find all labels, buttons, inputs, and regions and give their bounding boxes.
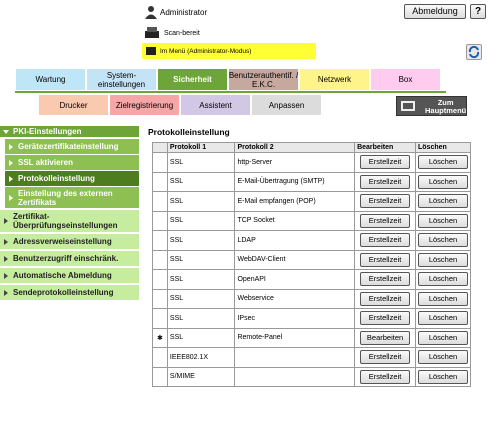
edit-button[interactable]: Erstellzeit (360, 292, 410, 306)
edit-cell (355, 153, 416, 173)
tab-assistent[interactable]: Assistent (180, 94, 251, 116)
edit-button[interactable]: Erstellzeit (360, 175, 410, 189)
delete-cell (416, 172, 471, 192)
main-menu-button[interactable] (396, 96, 467, 116)
row-protokoll2 (235, 367, 355, 387)
table-row (153, 231, 471, 251)
row-protokoll1: SSL (167, 309, 235, 329)
table-row (153, 348, 471, 368)
arrow-icon (9, 144, 13, 150)
delete-button[interactable]: Löschen (418, 331, 468, 345)
row-protokoll1: SSL (167, 153, 235, 173)
delete-cell (416, 309, 471, 329)
protocol-table (152, 142, 471, 387)
delete-cell (416, 270, 471, 290)
edit-cell (355, 348, 416, 368)
edit-button[interactable]: Erstellzeit (360, 233, 410, 247)
logout-button[interactable]: Abmeldung (404, 4, 466, 19)
delete-button[interactable]: Löschen (418, 214, 468, 228)
row-mark (153, 172, 168, 192)
mode-text: Im Menü (Administrator-Modus) (160, 48, 252, 55)
row-protokoll1: SSL (167, 250, 235, 270)
edit-cell (355, 231, 416, 251)
delete-cell (416, 192, 471, 212)
table-row (153, 309, 471, 329)
delete-cell (416, 153, 471, 173)
edit-button[interactable]: Erstellzeit (360, 272, 410, 286)
tab-benutzerauthentif[interactable]: Benutzerauthentif. / E.K.C. (228, 68, 299, 91)
edit-cell (355, 250, 416, 270)
printer-icon (144, 26, 160, 40)
edit-button[interactable]: Bearbeiten (360, 331, 410, 345)
arrow-icon (4, 256, 8, 262)
row-protokoll2: Webservice (235, 289, 355, 309)
row-protokoll2 (235, 348, 355, 368)
delete-cell (416, 367, 471, 387)
edit-cell (355, 289, 416, 309)
tab-wartung[interactable]: Wartung (15, 68, 86, 91)
edit-cell (355, 192, 416, 212)
status-text: Scan-bereit (164, 30, 200, 37)
help-button[interactable]: ? (470, 4, 486, 19)
table-row (153, 270, 471, 290)
col-bearbeiten: Bearbeiten (355, 143, 416, 153)
row-protokoll2: E-Mail-Übertragung (SMTP) (235, 172, 355, 192)
arrow-icon (4, 218, 8, 224)
edit-button[interactable]: Erstellzeit (360, 214, 410, 228)
mode-icon (145, 45, 157, 57)
delete-button[interactable]: Löschen (418, 311, 468, 325)
sidebar-ssl-aktivieren[interactable]: SSL aktivieren (5, 155, 139, 171)
refresh-icon[interactable] (466, 44, 482, 60)
row-protokoll2: OpenAPI (235, 270, 355, 290)
delete-button[interactable]: Löschen (418, 175, 468, 189)
edit-cell (355, 367, 416, 387)
delete-cell (416, 231, 471, 251)
sidebar-protokolleinstellung[interactable]: Protokolleinstellung (5, 171, 139, 187)
row-protokoll1: SSL (167, 172, 235, 192)
arrow-icon (9, 176, 13, 182)
table-row (153, 367, 471, 387)
tab-underline (15, 91, 446, 93)
tab-anpassen[interactable]: Anpassen (251, 94, 322, 116)
row-protokoll1: IEEE802.1X (167, 348, 235, 368)
row-mark (153, 250, 168, 270)
table-row (153, 211, 471, 231)
delete-cell (416, 328, 471, 348)
row-protokoll2: TCP Socket (235, 211, 355, 231)
table-row (153, 192, 471, 212)
tab-sicherheit[interactable]: Sicherheit (157, 68, 228, 91)
tab-netzwerk[interactable]: Netzwerk (299, 68, 370, 91)
arrow-icon (4, 273, 8, 279)
row-protokoll1: SSL (167, 270, 235, 290)
sidebar-benutzerzugriff[interactable]: Benutzerzugriff einschränk. (0, 251, 139, 267)
row-mark (153, 309, 168, 329)
edit-cell (355, 270, 416, 290)
delete-button[interactable]: Löschen (418, 350, 468, 364)
row-protokoll1: SSL (167, 192, 235, 212)
row-protokoll2: Remote-Panel (235, 328, 355, 348)
col-mark (153, 143, 168, 153)
delete-button[interactable]: Löschen (418, 194, 468, 208)
arrow-icon (4, 290, 8, 296)
col-protokoll2: Protokoll 2 (235, 143, 355, 153)
edit-button[interactable]: Erstellzeit (360, 370, 410, 384)
tab-zielregistrierung[interactable]: Zielregistrierung (109, 94, 180, 116)
main-menu-label: Zum Hauptmenü (425, 98, 467, 115)
delete-button[interactable]: Löschen (418, 233, 468, 247)
tab-box[interactable]: Box (370, 68, 441, 91)
edit-button[interactable]: Erstellzeit (360, 253, 410, 267)
sidebar-sendeprotokoll[interactable]: Sendeprotokolleinstellung (0, 285, 139, 301)
tab-drucker[interactable]: Drucker (38, 94, 109, 116)
delete-button[interactable]: Löschen (418, 155, 468, 169)
edit-button[interactable]: Erstellzeit (360, 155, 410, 169)
table-row (153, 153, 471, 173)
row-protokoll2: IPsec (235, 309, 355, 329)
edit-button[interactable]: Erstellzeit (360, 194, 410, 208)
row-protokoll2: LDAP (235, 231, 355, 251)
expand-icon (3, 130, 9, 134)
col-loeschen: Löschen (416, 143, 471, 153)
row-protokoll1: SSL (167, 289, 235, 309)
delete-cell (416, 289, 471, 309)
table-row (153, 250, 471, 270)
table-row (153, 289, 471, 309)
row-mark (153, 367, 168, 387)
sidebar-pki[interactable]: PKI-Einstellungen (0, 126, 139, 138)
row-mark (153, 348, 168, 368)
edit-cell (355, 172, 416, 192)
sidebar-externes-zertifikat[interactable]: Einstellung des externen Zertifikats (5, 187, 139, 209)
edit-button[interactable]: Erstellzeit (360, 350, 410, 364)
row-mark: ✱ (153, 328, 168, 348)
table-row (153, 328, 471, 348)
delete-button[interactable]: Löschen (418, 292, 468, 306)
user-icon (144, 5, 158, 19)
row-mark (153, 289, 168, 309)
arrow-icon (9, 195, 13, 201)
sidebar-zertifikat-ueberpruefung[interactable]: Zertifikat- Überprüfungseinstellungen (0, 210, 139, 233)
home-icon (401, 101, 415, 113)
arrow-icon (9, 160, 13, 166)
row-mark (153, 192, 168, 212)
row-mark (153, 211, 168, 231)
sidebar-geraetezertifikat[interactable]: Gerätezertifikateinstellung (5, 139, 139, 155)
row-protokoll1: SSL (167, 231, 235, 251)
tab-systemeinstellungen[interactable]: System- einstellungen (86, 68, 157, 91)
row-protokoll1: SSL (167, 328, 235, 348)
row-protokoll1: S/MIME (167, 367, 235, 387)
table-header-row (153, 143, 471, 153)
table-row (153, 172, 471, 192)
delete-cell (416, 211, 471, 231)
edit-button[interactable]: Erstellzeit (360, 311, 410, 325)
sidebar-adressverweis[interactable]: Adressverweiseinstellung (0, 234, 139, 250)
row-protokoll2: http-Server (235, 153, 355, 173)
delete-button[interactable]: Löschen (418, 253, 468, 267)
delete-cell (416, 348, 471, 368)
col-protokoll1: Protokoll 1 (167, 143, 235, 153)
row-mark (153, 153, 168, 173)
edit-cell (355, 328, 416, 348)
delete-button[interactable]: Löschen (418, 370, 468, 384)
sidebar-automatische-abmeldung[interactable]: Automatische Abmeldung (0, 268, 139, 284)
row-protokoll1: SSL (167, 211, 235, 231)
delete-button[interactable]: Löschen (418, 272, 468, 286)
row-protokoll2: WebDAV-Client (235, 250, 355, 270)
arrow-icon (4, 239, 8, 245)
row-mark (153, 231, 168, 251)
row-mark (153, 270, 168, 290)
row-protokoll2: E-Mail empfangen (POP) (235, 192, 355, 212)
user-label: Administrator (160, 8, 208, 17)
edit-cell (355, 309, 416, 329)
page-title: Protokolleinstellung (148, 127, 230, 137)
delete-cell (416, 250, 471, 270)
edit-cell (355, 211, 416, 231)
